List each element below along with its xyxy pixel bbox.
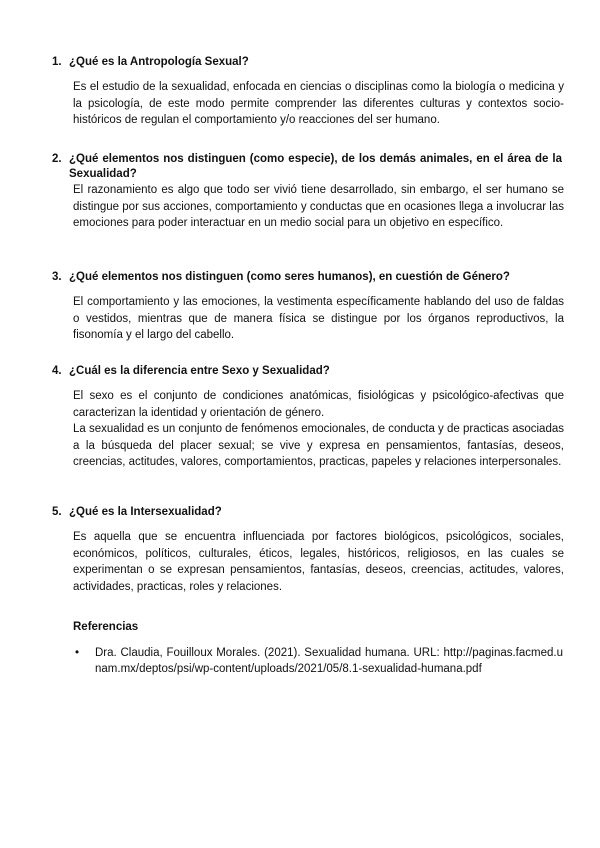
question-5: [52, 505, 562, 595]
question-3-title: ¿Qué elementos nos distinguen (como seres humanos), en cuestión de Género?: [69, 271, 510, 283]
question-4-title: ¿Cuál es la diferencia entre Sexo y Sexualidad?: [69, 365, 330, 377]
question-3-answer: [73, 294, 564, 344]
bullet-icon: •: [75, 647, 80, 659]
question-5-number: 5.: [52, 506, 62, 518]
question-5-answer: [73, 529, 564, 595]
question-3-number: 3.: [52, 271, 62, 283]
question-2-answer: [73, 182, 564, 232]
reference-text[interactable]: Dra. Claudia, Fouilloux Morales. (2021). Sexualidad humana. URL: http://paginas.facmed.unam.mx/deptos/psi/wp-content/uploads/2021/05/8.1-sexualidad-humana.pdf: [95, 647, 563, 675]
answer-paragraph: El comportamiento y las emociones, la vestimenta específicamente hablando del uso de faldas o vestidos, mientras que de manera física se distingue por los órganos reproductivos, la fisonomía y el largo del cabello.: [73, 296, 564, 341]
question-1-answer: [73, 79, 564, 129]
question-1: [52, 55, 562, 129]
question-4: [52, 364, 562, 471]
question-2-heading: [52, 152, 562, 182]
answer-paragraph: La sexualidad es un conjunto de fenómenos emocionales, de conducta y de practicas asociadas a la búsqueda del placer sexual; se vive y expresa en pensamientos, fantasías, deseos, creencias, actitudes, valores, comportamientos, practicas, papeles y relaciones interpersonales.: [73, 423, 564, 468]
answer-paragraph: Es el estudio de la sexualidad, enfocada en ciencias o disciplinas como la biología o medicina y la psicología, de este modo permite comprender las diferentes culturas y contextos socio-históricos de regulan el comportamiento y/o reacciones del ser humano.: [73, 81, 564, 126]
question-3: [52, 270, 562, 344]
answer-paragraph: Es aquella que se encuentra influenciada por factores biológicos, psicológicos, sociales, económicos, políticos, culturales, éticos, legales, históricos, religiosos, en las cuales se experimentan o se expresan pensamientos, fantasías, deseos, creencias, actitudes, valores, actividades, practicas, roles y relaciones.: [73, 531, 564, 593]
references-section: [73, 620, 563, 677]
answer-paragraph: El sexo es el conjunto de condiciones anatómicas, fisiológicas y psicológico-afectivas que caracterizan la identidad y orientación de género.: [73, 390, 564, 419]
question-1-title: ¿Qué es la Antropología Sexual?: [69, 56, 249, 68]
question-4-number: 4.: [52, 365, 62, 377]
question-4-heading: [52, 364, 562, 379]
question-1-heading: [52, 55, 562, 70]
question-2: [52, 152, 562, 232]
question-2-title: ¿Qué elementos nos distinguen (como especie), de los demás animales, en el área de la Sexualidad?: [69, 153, 562, 180]
question-5-title: ¿Qué es la Intersexualidad?: [69, 506, 222, 518]
reference-item: [73, 645, 563, 677]
question-2-number: 2.: [52, 153, 62, 165]
answer-paragraph: El razonamiento es algo que todo ser vivió tiene desarrollado, sin embargo, el ser humano se distingue por sus acciones, comportamiento y conductas que en ocasiones llega a involucrar las emociones para poder interactuar en un medio social para un objetivo en específico.: [73, 184, 564, 229]
references-title: Referencias: [73, 621, 139, 633]
question-1-number: 1.: [52, 56, 62, 68]
question-3-heading: [52, 270, 562, 285]
question-5-heading: [52, 505, 562, 520]
question-4-answer: [73, 388, 564, 471]
